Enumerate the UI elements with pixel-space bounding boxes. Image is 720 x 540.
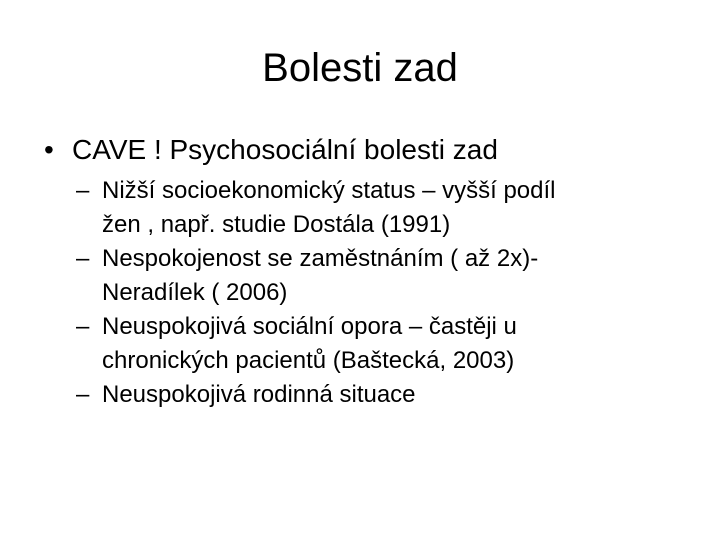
- sub-bullet-line: Neradílek ( 2006): [102, 279, 288, 306]
- sub-bullet-line: Neuspokojivá sociální opora – častěji u: [102, 313, 517, 340]
- sub-bullet-item: [76, 242, 696, 310]
- dash-marker: –: [76, 313, 90, 340]
- dash-marker: –: [76, 381, 90, 408]
- bullet-marker: •: [44, 134, 54, 165]
- slide-title: Bolesti zad: [262, 46, 458, 90]
- sub-bullet-line: žen , např. studie Dostála (1991): [102, 211, 451, 238]
- dash-marker: –: [76, 177, 90, 204]
- sub-bullet-list: [76, 174, 696, 412]
- sub-bullet-item: [76, 174, 696, 242]
- sub-bullet-line: chronických pacientů (Baštecká, 2003): [102, 347, 515, 374]
- sub-bullet-line: Neuspokojivá rodinná situace: [102, 381, 416, 408]
- dash-marker: –: [76, 245, 90, 272]
- main-bullet: [44, 132, 498, 168]
- sub-bullet-item: [76, 310, 696, 378]
- sub-bullet-item: [76, 378, 696, 412]
- sub-bullet-line: Nespokojenost se zaměstnáním ( až 2x)-: [102, 245, 539, 272]
- main-bullet-text: CAVE ! Psychosociální bolesti zad: [72, 134, 498, 165]
- sub-bullet-line: Nižší socioekonomický status – vyšší podíl: [102, 177, 556, 204]
